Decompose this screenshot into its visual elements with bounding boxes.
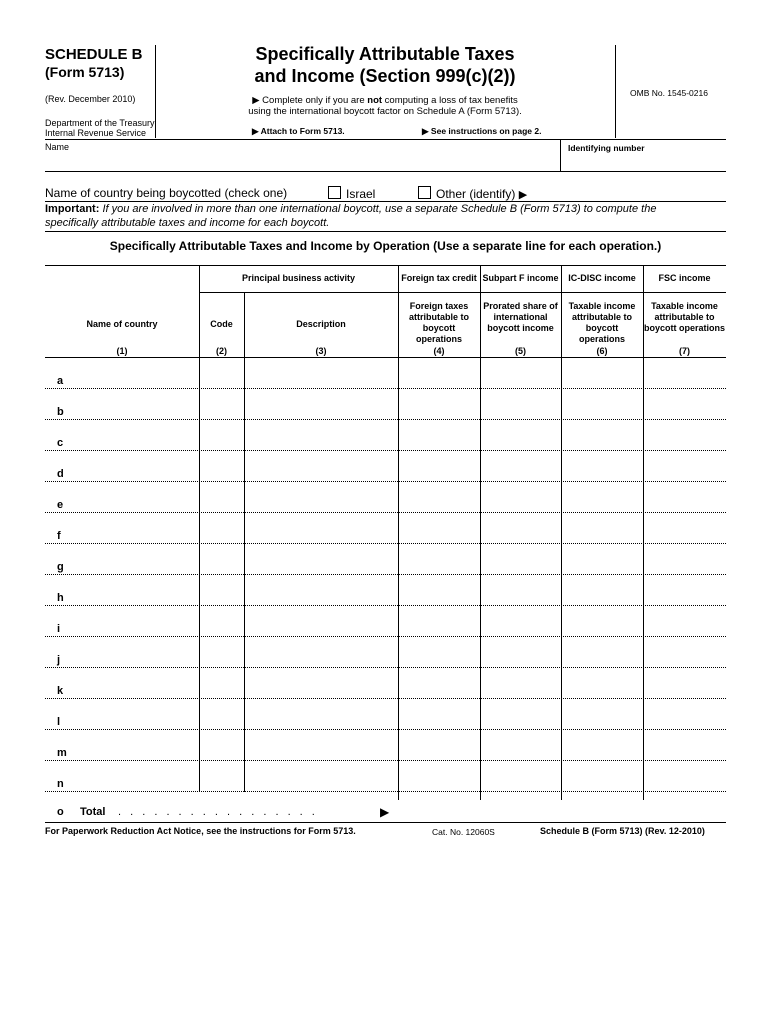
table-cell-l-1[interactable]	[48, 704, 196, 727]
table-cell-g-5[interactable]	[483, 549, 558, 572]
total-row-bottom-rule	[45, 822, 726, 823]
table-cell-j-4[interactable]	[401, 642, 477, 665]
table-cell-c-6[interactable]	[564, 425, 640, 448]
total-value-field[interactable]	[401, 804, 478, 820]
row-rule	[45, 605, 726, 606]
col-header-description: Description	[296, 319, 346, 329]
table-cell-c-5[interactable]	[483, 425, 558, 448]
row-label-f: f	[57, 530, 61, 542]
row-label-c: c	[57, 437, 64, 449]
total-row-label: Total	[80, 806, 106, 818]
table-cell-b-6[interactable]	[564, 394, 640, 417]
israel-checkbox[interactable]	[328, 186, 341, 199]
table-cell-m-7[interactable]	[646, 735, 723, 758]
row-rule	[45, 729, 726, 730]
table-cell-j-3[interactable]	[247, 642, 395, 665]
table-title: Specifically Attributable Taxes and Income by Operation (Use a separate line for each operation.)	[109, 239, 662, 253]
table-cell-f-7[interactable]	[646, 518, 723, 541]
table-cell-k-7[interactable]	[646, 673, 723, 696]
table-cell-a-4[interactable]	[401, 363, 477, 386]
table-cell-l-4[interactable]	[401, 704, 477, 727]
table-cell-i-4[interactable]	[401, 611, 477, 634]
table-cell-c-1[interactable]	[48, 425, 196, 448]
col-header-code: Code	[210, 319, 233, 329]
table-cell-a-7[interactable]	[646, 363, 723, 386]
other-option-label: Other (identify)	[436, 187, 516, 201]
table-cell-k-6[interactable]	[564, 673, 640, 696]
table-cell-m-2[interactable]	[202, 735, 241, 758]
identifying-number-field[interactable]	[565, 154, 725, 170]
table-cell-g-3[interactable]	[247, 549, 395, 572]
table-cell-m-5[interactable]	[483, 735, 558, 758]
principal-activity-header: Principal business activity	[241, 273, 356, 283]
department-line-2: Internal Revenue Service	[45, 128, 147, 138]
table-cell-i-5[interactable]	[483, 611, 558, 634]
table-cell-b-1[interactable]	[48, 394, 196, 417]
department-line-1: Department of the Treasury	[45, 118, 155, 128]
table-cell-h-7[interactable]	[646, 580, 723, 603]
row-label-h: h	[57, 592, 64, 604]
important-text-1: If you are involved in more than one international boycott, use a separate Schedule B (Form 5713) to compute the	[102, 203, 657, 215]
table-cell-h-5[interactable]	[483, 580, 558, 603]
boycott-country-label: Name of country being boycotted (check one)	[45, 186, 288, 200]
table-cell-b-3[interactable]	[247, 394, 395, 417]
row-rule	[45, 667, 726, 668]
table-cell-m-6[interactable]	[564, 735, 640, 758]
table-cell-l-5[interactable]	[483, 704, 558, 727]
table-cell-j-6[interactable]	[564, 642, 640, 665]
col-number-1: (1)	[116, 346, 128, 356]
table-cell-h-3[interactable]	[247, 580, 395, 603]
table-cell-f-4[interactable]	[401, 518, 477, 541]
see-instructions-text: See instructions on page 2.	[430, 126, 542, 136]
table-cell-l-2[interactable]	[202, 704, 241, 727]
form-main-title-line-1: Specifically Attributable Taxes	[255, 44, 515, 64]
table-cell-e-4[interactable]	[401, 487, 477, 510]
col-number-4: (4)	[433, 346, 445, 356]
col-header-foreign-taxes: Foreign taxes attributable to boycott operations	[409, 301, 469, 344]
form-main-title-line-2: and Income (Section 999(c)(2))	[254, 66, 516, 86]
table-cell-d-6[interactable]	[564, 456, 640, 479]
table-cell-a-1[interactable]	[48, 363, 196, 386]
table-cell-h-1[interactable]	[48, 580, 196, 603]
other-country-field[interactable]	[525, 186, 725, 200]
table-cell-a-6[interactable]	[564, 363, 640, 386]
row-label-b: b	[57, 406, 64, 418]
other-option[interactable]	[418, 186, 527, 201]
name-label: Name	[45, 142, 70, 152]
table-cell-k-5[interactable]	[483, 673, 558, 696]
table-cell-e-1[interactable]	[48, 487, 196, 510]
table-cell-b-7[interactable]	[646, 394, 723, 417]
identifying-number-label: Identifying number	[568, 143, 645, 153]
total-row-leader-dots: . . . . . . . . . . . . . . . . .	[118, 806, 318, 818]
table-cell-f-2[interactable]	[202, 518, 241, 541]
table-cell-l-3[interactable]	[247, 704, 395, 727]
table-cell-e-5[interactable]	[483, 487, 558, 510]
table-cell-l-7[interactable]	[646, 704, 723, 727]
table-cell-d-5[interactable]	[483, 456, 558, 479]
table-cell-l-6[interactable]	[564, 704, 640, 727]
fsc-header: FSC income	[658, 273, 711, 283]
table-cell-m-1[interactable]	[48, 735, 196, 758]
total-row-letter: o	[57, 806, 64, 818]
table-cell-k-2[interactable]	[202, 673, 241, 696]
table-cell-f-3[interactable]	[247, 518, 395, 541]
revision-date: (Rev. December 2010)	[45, 94, 136, 104]
table-cell-g-4[interactable]	[401, 549, 477, 572]
instruction-pre: Complete only if you are	[262, 95, 368, 106]
attach-instruction	[252, 126, 345, 137]
other-checkbox[interactable]	[418, 186, 431, 199]
name-row-top-rule	[45, 139, 726, 140]
catalog-number: Cat. No. 12060S	[432, 827, 495, 837]
important-text-2: specifically attributable taxes and income for each boycott.	[45, 217, 330, 229]
israel-option[interactable]	[328, 186, 375, 201]
row-rule	[45, 481, 726, 482]
table-cell-k-3[interactable]	[247, 673, 395, 696]
table-cell-i-1[interactable]	[48, 611, 196, 634]
paperwork-notice: For Paperwork Reduction Act Notice, see the instructions for Form 5713.	[45, 826, 356, 836]
table-cell-i-2[interactable]	[202, 611, 241, 634]
table-cell-i-7[interactable]	[646, 611, 723, 634]
arrow-right-icon: ▶	[252, 126, 259, 136]
row-rule	[45, 543, 726, 544]
instruction-line-2: using the international boycott factor on Schedule A (Form 5713).	[248, 106, 522, 117]
row-rule	[45, 419, 726, 420]
table-cell-c-7[interactable]	[646, 425, 723, 448]
table-cell-i-6[interactable]	[564, 611, 640, 634]
israel-option-label: Israel	[346, 187, 376, 201]
arrow-right-icon: ▶	[380, 805, 390, 819]
name-id-divider	[560, 139, 561, 171]
col-number-6: (6)	[596, 346, 608, 356]
table-cell-g-7[interactable]	[646, 549, 723, 572]
important-label: Important:	[45, 203, 100, 215]
table-cell-d-4[interactable]	[401, 456, 477, 479]
name-field[interactable]	[45, 154, 555, 170]
table-cell-n-7[interactable]	[646, 766, 723, 789]
table-cell-d-7[interactable]	[646, 456, 723, 479]
col-header-icdisc-taxable: Taxable income attributable to boycott operations	[568, 301, 636, 344]
table-cell-a-5[interactable]	[483, 363, 558, 386]
header-divider-right	[615, 45, 616, 138]
row-label-e: e	[57, 499, 64, 511]
col-divider-1	[199, 265, 200, 792]
country-row-rule	[45, 201, 726, 202]
row-rule	[45, 574, 726, 575]
table-cell-d-2[interactable]	[202, 456, 241, 479]
row-label-l: l	[57, 716, 61, 728]
arrow-right-icon: ▶	[422, 126, 429, 136]
table-cell-h-6[interactable]	[564, 580, 640, 603]
row-rule	[45, 512, 726, 513]
row-label-a: a	[57, 375, 64, 387]
table-cell-c-4[interactable]	[401, 425, 477, 448]
table-cell-n-6[interactable]	[564, 766, 640, 789]
table-cell-h-2[interactable]	[202, 580, 241, 603]
table-cell-n-1[interactable]	[48, 766, 196, 789]
row-rule	[45, 791, 726, 792]
table-cell-j-2[interactable]	[202, 642, 241, 665]
see-instructions	[422, 126, 541, 137]
table-cell-j-5[interactable]	[483, 642, 558, 665]
row-label-j: j	[57, 654, 61, 666]
schedule-footer-label: Schedule B (Form 5713) (Rev. 12-2010)	[540, 826, 705, 836]
table-cell-b-5[interactable]	[483, 394, 558, 417]
table-cell-c-2[interactable]	[202, 425, 241, 448]
table-cell-h-4[interactable]	[401, 580, 477, 603]
omb-number: OMB No. 1545-0216	[630, 88, 708, 98]
row-rule	[45, 760, 726, 761]
row-rule	[45, 636, 726, 637]
table-cell-b-2[interactable]	[202, 394, 241, 417]
important-note-line-1	[45, 203, 656, 215]
col-number-7: (7)	[679, 346, 690, 356]
table-cell-e-7[interactable]	[646, 487, 723, 510]
arrow-right-icon: ▶	[518, 189, 528, 201]
table-cell-k-4[interactable]	[401, 673, 477, 696]
arrow-right-icon: ▶	[252, 95, 260, 106]
important-note-line-2	[45, 217, 329, 229]
row-label-d: d	[57, 468, 64, 480]
row-rule	[45, 450, 726, 451]
table-cell-a-2[interactable]	[202, 363, 241, 386]
col-header-prorated-share: Prorated share of international boycott income	[483, 301, 558, 333]
ic-disc-header: IC-DISC income	[568, 273, 636, 283]
instruction-bold: not	[367, 95, 383, 106]
table-cell-j-1[interactable]	[48, 642, 196, 665]
form-reference: (Form 5713)	[45, 64, 125, 80]
row-label-k: k	[57, 685, 64, 697]
table-cell-j-7[interactable]	[646, 642, 723, 665]
col-number-3: (3)	[315, 346, 327, 356]
table-cell-f-1[interactable]	[48, 518, 196, 541]
table-cell-k-1[interactable]	[48, 673, 196, 696]
row-rule	[45, 388, 726, 389]
table-cell-e-2[interactable]	[202, 487, 241, 510]
col-header-fsc-taxable: Taxable income attributable to boycott operations	[644, 301, 726, 333]
table-group-header-rule	[199, 292, 726, 293]
table-cell-d-1[interactable]	[48, 456, 196, 479]
row-label-i: i	[57, 623, 61, 635]
important-rule	[45, 231, 726, 232]
col-divider-2	[244, 292, 245, 792]
table-cell-g-2[interactable]	[202, 549, 241, 572]
table-cell-f-6[interactable]	[564, 518, 640, 541]
col-number-5: (5)	[515, 346, 526, 356]
table-cell-n-5[interactable]	[483, 766, 558, 789]
subpart-f-header: Subpart F income	[482, 273, 559, 283]
instruction-line-1	[155, 95, 615, 106]
row-rule	[45, 698, 726, 699]
name-row-bottom-rule	[45, 171, 726, 172]
table-cell-e-6[interactable]	[564, 487, 640, 510]
col-header-name-of-country: Name of country	[86, 319, 158, 329]
table-cell-g-6[interactable]	[564, 549, 640, 572]
row-label-m: m	[57, 747, 67, 759]
table-cell-n-4[interactable]	[401, 766, 477, 789]
col-number-2: (2)	[216, 346, 227, 356]
table-cell-m-3[interactable]	[247, 735, 395, 758]
table-cell-g-1[interactable]	[48, 549, 196, 572]
table-header-bottom-rule	[45, 357, 726, 358]
row-label-n: n	[57, 778, 64, 790]
table-cell-d-3[interactable]	[247, 456, 395, 479]
table-cell-f-5[interactable]	[483, 518, 558, 541]
attach-text: Attach to Form 5713.	[260, 126, 345, 136]
table-top-rule	[45, 265, 726, 266]
table-cell-e-3[interactable]	[247, 487, 395, 510]
schedule-title: SCHEDULE B	[45, 46, 143, 63]
foreign-tax-credit-header: Foreign tax credit	[401, 273, 477, 283]
row-label-g: g	[57, 561, 64, 573]
instruction-post: computing a loss of tax benefits	[382, 95, 518, 106]
table-cell-c-3[interactable]	[247, 425, 395, 448]
table-cell-n-2[interactable]	[202, 766, 241, 789]
table-cell-i-3[interactable]	[247, 611, 395, 634]
table-cell-m-4[interactable]	[401, 735, 477, 758]
table-cell-a-3[interactable]	[247, 363, 395, 386]
table-cell-n-3[interactable]	[247, 766, 395, 789]
table-cell-b-4[interactable]	[401, 394, 477, 417]
